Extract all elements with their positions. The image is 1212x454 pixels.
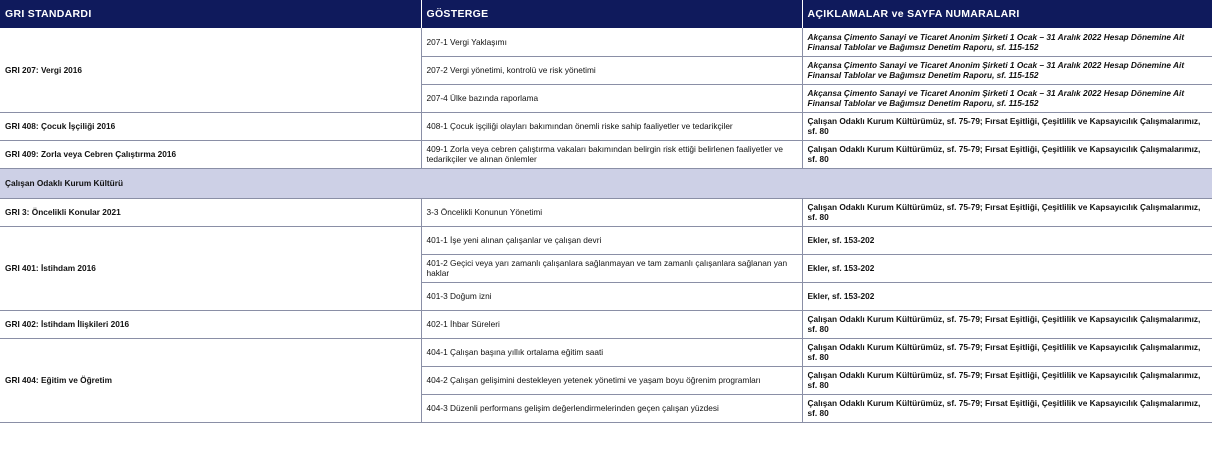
indicator-cell: 404-2 Çalışan gelişimini destekleyen yetenek yönetimi ve yaşam boyu öğrenim programları <box>421 366 802 394</box>
indicator-cell: 207-1 Vergi Yaklaşımı <box>421 28 802 56</box>
section-title: Çalışan Odaklı Kurum Kültürü <box>0 168 1212 198</box>
explanation-cell: Çalışan Odaklı Kurum Kültürümüz, sf. 75-79; Fırsat Eşitliği, Çeşitlilik ve Kapsayıcılık Çalışmalarımız, sf. 80 <box>802 338 1212 366</box>
standard-cell: GRI 402: İstihdam İlişkileri 2016 <box>0 310 421 338</box>
standard-cell: GRI 404: Eğitim ve Öğretim <box>0 338 421 422</box>
indicator-cell: 404-1 Çalışan başına yıllık ortalama eğitim saati <box>421 338 802 366</box>
header-indicator: GÖSTERGE <box>421 0 802 28</box>
explanation-cell: Çalışan Odaklı Kurum Kültürümüz, sf. 75-79; Fırsat Eşitliği, Çeşitlilik ve Kapsayıcılık Çalışmalarımız, sf. 80 <box>802 394 1212 422</box>
indicator-cell: 402-1 İhbar Süreleri <box>421 310 802 338</box>
standard-cell: GRI 409: Zorla veya Cebren Çalıştırma 2016 <box>0 140 421 168</box>
header-gri-standard: GRI STANDARDI <box>0 0 421 28</box>
standard-cell: GRI 401: İstihdam 2016 <box>0 226 421 310</box>
explanation-cell: Çalışan Odaklı Kurum Kültürümüz, sf. 75-79; Fırsat Eşitliği, Çeşitlilik ve Kapsayıcılık Çalışmalarımız, sf. 80 <box>802 112 1212 140</box>
table-row <box>0 226 1212 254</box>
indicator-cell: 207-4 Ülke bazında raporlama <box>421 84 802 112</box>
explanation-cell: Çalışan Odaklı Kurum Kültürümüz, sf. 75-79; Fırsat Eşitliği, Çeşitlilik ve Kapsayıcılık Çalışmalarımız, sf. 80 <box>802 366 1212 394</box>
table-row <box>0 310 1212 338</box>
indicator-cell: 401-3 Doğum izni <box>421 282 802 310</box>
explanation-cell: Çalışan Odaklı Kurum Kültürümüz, sf. 75-79; Fırsat Eşitliği, Çeşitlilik ve Kapsayıcılık Çalışmalarımız, sf. 80 <box>802 310 1212 338</box>
explanation-cell: Ekler, sf. 153-202 <box>802 254 1212 282</box>
indicator-cell: 401-2 Geçici veya yarı zamanlı çalışanlara sağlanmayan ve tam zamanlı çalışanlara sağlanan yan haklar <box>421 254 802 282</box>
table-row <box>0 28 1212 56</box>
indicator-cell: 409-1 Zorla veya cebren çalıştırma vakaları bakımından belirgin risk ettiği belirlenen faaliyetler ve tedarikçiler ve alınan önlemler <box>421 140 802 168</box>
indicator-cell: 404-3 Düzenli performans gelişim değerlendirmelerinden geçen çalışan yüzdesi <box>421 394 802 422</box>
standard-cell: GRI 207: Vergi 2016 <box>0 28 421 112</box>
table-row <box>0 338 1212 366</box>
explanation-cell: Akçansa Çimento Sanayi ve Ticaret Anonim Şirketi 1 Ocak – 31 Aralık 2022 Hesap Dönemine Ait Finansal Tablolar ve Bağımsız Denetim Raporu, sf. 115-152 <box>802 28 1212 56</box>
standard-cell: GRI 408: Çocuk İşçiliği 2016 <box>0 112 421 140</box>
explanation-cell: Çalışan Odaklı Kurum Kültürümüz, sf. 75-79; Fırsat Eşitliği, Çeşitlilik ve Kapsayıcılık Çalışmalarımız, sf. 80 <box>802 140 1212 168</box>
explanation-cell: Akçansa Çimento Sanayi ve Ticaret Anonim Şirketi 1 Ocak – 31 Aralık 2022 Hesap Dönemine Ait Finansal Tablolar ve Bağımsız Denetim Raporu, sf. 115-152 <box>802 56 1212 84</box>
table-header-row <box>0 0 1212 28</box>
table-row <box>0 112 1212 140</box>
indicator-cell: 207-2 Vergi yönetimi, kontrolü ve risk yönetimi <box>421 56 802 84</box>
explanation-cell: Ekler, sf. 153-202 <box>802 226 1212 254</box>
table-row <box>0 140 1212 168</box>
explanation-cell: Ekler, sf. 153-202 <box>802 282 1212 310</box>
header-explanations: AÇIKLAMALAR ve SAYFA NUMARALARI <box>802 0 1212 28</box>
standard-cell: GRI 3: Öncelikli Konular 2021 <box>0 198 421 226</box>
indicator-cell: 401-1 İşe yeni alınan çalışanlar ve çalışan devri <box>421 226 802 254</box>
indicator-cell: 408-1 Çocuk işçiliği olayları bakımından önemli riske sahip faaliyetler ve tedarikçiler <box>421 112 802 140</box>
explanation-cell: Çalışan Odaklı Kurum Kültürümüz, sf. 75-79; Fırsat Eşitliği, Çeşitlilik ve Kapsayıcılık Çalışmalarımız, sf. 80 <box>802 198 1212 226</box>
explanation-cell: Akçansa Çimento Sanayi ve Ticaret Anonim Şirketi 1 Ocak – 31 Aralık 2022 Hesap Dönemine Ait Finansal Tablolar ve Bağımsız Denetim Raporu, sf. 115-152 <box>802 84 1212 112</box>
indicator-cell: 3-3 Öncelikli Konunun Yönetimi <box>421 198 802 226</box>
section-row <box>0 168 1212 198</box>
table-row <box>0 198 1212 226</box>
